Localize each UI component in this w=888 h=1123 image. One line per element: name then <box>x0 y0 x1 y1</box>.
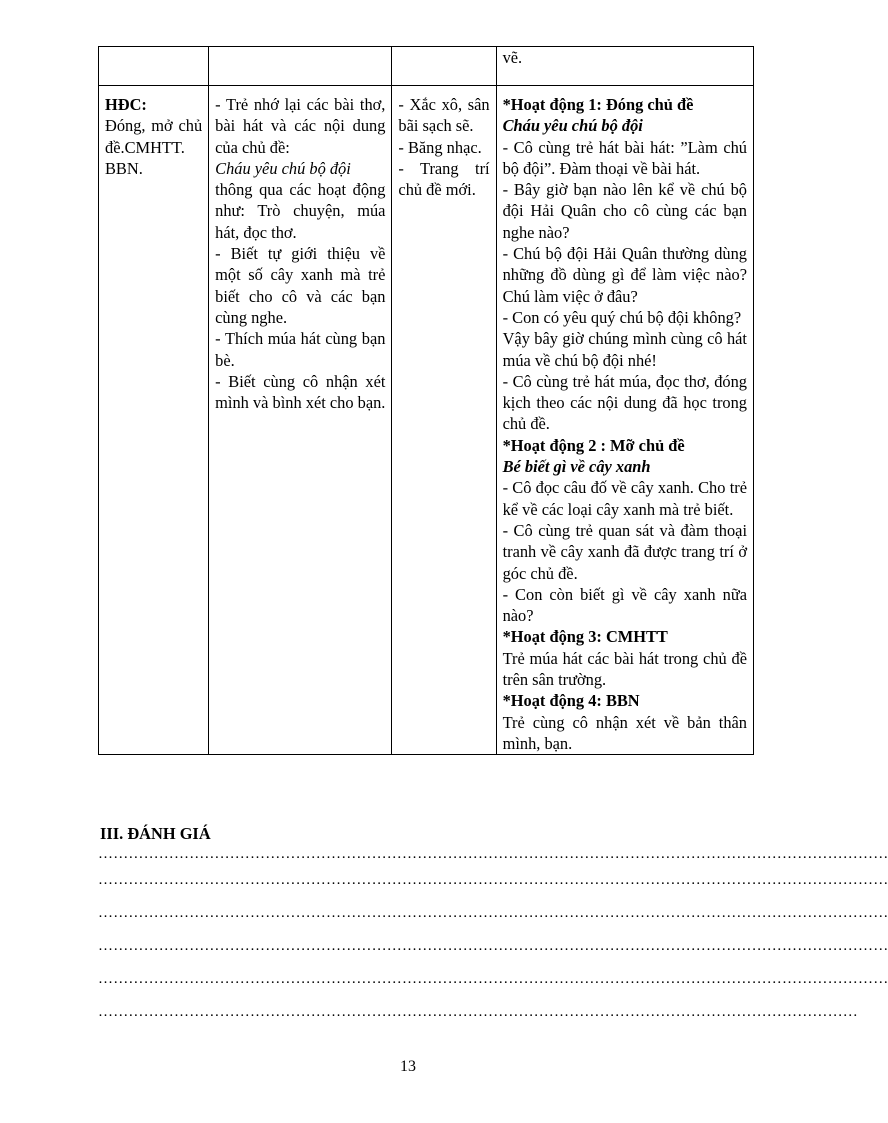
activity-4-text: Trẻ cùng cô nhận xét về bản thân mình, bạn. <box>502 712 747 753</box>
materials-cell <box>392 86 496 755</box>
activity-4-title: *Hoạt động 4: BBN <box>502 691 640 711</box>
top-continuation-text: vẽ. <box>502 48 523 67</box>
activity-2-title: *Hoạt động 2 : Mỡ chủ đề <box>502 435 685 455</box>
evaluation-dot-line: ………………………………………………………………………………………………………………………………………… <box>98 846 888 862</box>
activity-3-title: *Hoạt động 3: CMHTT <box>502 627 668 647</box>
procedure-line: - Cô cùng trẻ hát múa, đọc thơ, đóng kịch theo các nội dung đã học trong chủ đề. <box>502 371 747 434</box>
activity-1-topic: Cháu yêu chú bộ đội <box>502 116 643 136</box>
objective-topic: Cháu yêu chú bộ đội <box>215 158 351 178</box>
evaluation-dot-line: ………………………………………………………………………………………………………………………………………… <box>98 938 888 954</box>
evaluation-dot-line: ………………………………………………………………………………………………………………………………………… <box>98 971 888 987</box>
evaluation-dot-line: ………………………………………………………………………………………………………………………………………… <box>98 872 888 888</box>
objectives-cell <box>209 86 392 755</box>
top-cell-1 <box>99 47 209 86</box>
page-number: 13 <box>400 1058 416 1075</box>
activity-2-topic: Bé biết gì về cây xanh <box>502 457 651 477</box>
procedure-line: - Cô cùng trẻ quan sát và đàm thoại tranh về cây xanh đã được trang trí ở góc chủ đề. <box>502 520 747 583</box>
procedure-line: Vậy bây giờ chúng mình cùng cô hát múa về chú bộ đội nhé! <box>502 329 747 370</box>
top-cell-2 <box>209 47 392 86</box>
activity-3-text: Trẻ múa hát các bài hát trong chủ đề trên sân trường. <box>502 648 747 690</box>
activity-type-title: HĐC: <box>105 95 147 114</box>
top-cell-3 <box>392 47 496 86</box>
table-row-main <box>99 86 754 755</box>
objective-item: - Biết cùng cô nhận xét mình và bình xét cho bạn. <box>215 371 386 413</box>
procedure-cell <box>496 86 753 755</box>
material-item: - Trang trí chủ đề mới. <box>398 158 490 200</box>
lesson-plan-table <box>98 46 754 755</box>
objective-activities: thông qua các hoạt động như: Trò chuyện, múa hát, đọc thơ. <box>215 180 386 242</box>
procedure-line: - Con có yêu quý chú bộ đội không? <box>502 307 742 327</box>
material-item: - Xắc xô, sân bãi sạch sẽ. <box>398 95 490 136</box>
procedure-line: - Bây giờ bạn nào lên kể về chú bộ đội Hải Quân cho cô cùng các bạn nghe nào? <box>502 180 747 242</box>
objective-intro: - Trẻ nhớ lại các bài thơ, bài hát và các nội dung của chủ đề: <box>215 95 386 157</box>
activity-type-cell <box>99 86 209 755</box>
material-item: - Băng nhạc. <box>398 137 482 157</box>
activity-type-text: Đóng, mở chủ đề.CMHTT. BBN. <box>105 116 203 178</box>
evaluation-dot-line: …………………………………………………………………………………………………………………………………… <box>98 1004 858 1020</box>
procedure-line: - Cô cùng trẻ hát bài hát: ”Làm chú bộ đội”. Đàm thoại về bài hát. <box>502 137 747 178</box>
evaluation-title: III. ĐÁNH GIÁ <box>100 824 211 843</box>
objective-item: - Thích múa hát cùng bạn bè. <box>215 329 386 370</box>
procedure-line: - Con còn biết gì về cây xanh nữa nào? <box>502 584 747 626</box>
activity-1-title: *Hoạt động 1: Đóng chủ đề <box>502 95 694 114</box>
procedure-line: - Chú bộ đội Hải Quân thường dùng những đồ dùng gì để làm việc nào? Chú làm việc ở đâu? <box>502 244 747 306</box>
objective-item: - Biết tự giới thiệu về một số cây xanh mà trẻ biết cho cô và các bạn cùng nghe. <box>215 244 386 327</box>
table-row-top <box>99 47 754 86</box>
procedure-line: - Cô đọc câu đố về cây xanh. Cho trẻ kể về các loại cây xanh mà trẻ biết. <box>502 478 747 519</box>
evaluation-section <box>98 823 888 1029</box>
evaluation-dot-line: ………………………………………………………………………………………………………………………………………… <box>98 905 888 921</box>
top-cell-4 <box>496 47 753 86</box>
